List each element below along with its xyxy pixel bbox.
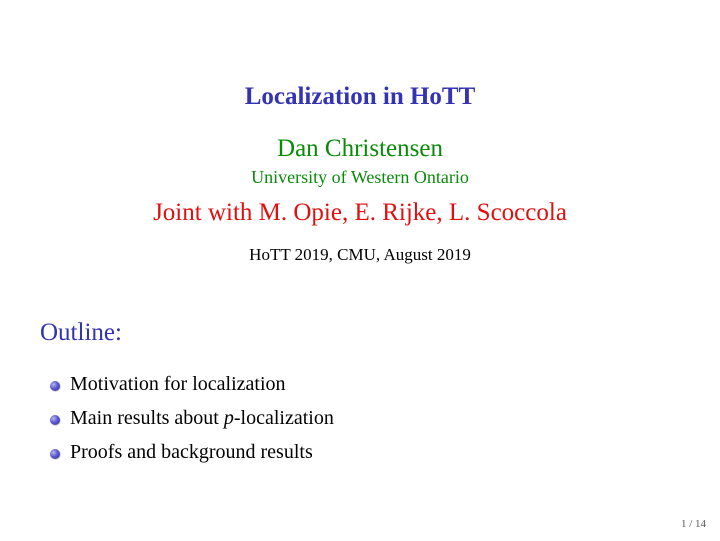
event-date: HoTT 2019, CMU, August 2019 bbox=[249, 245, 471, 264]
outline-item-text-pre: Main results about bbox=[70, 407, 224, 429]
outline-item-text-em: p bbox=[223, 407, 234, 429]
outline-item-motivation bbox=[46, 370, 334, 404]
outline-item-main-results bbox=[46, 404, 334, 438]
outline-item-text: Proofs and background results bbox=[70, 441, 313, 463]
author-name: Dan Christensen bbox=[277, 135, 443, 162]
coauthors-line: Joint with M. Opie, E. Rijke, L. Scoccola bbox=[153, 199, 567, 226]
author-institute: University of Western Ontario bbox=[251, 167, 469, 187]
outline-item-text: Motivation for localization bbox=[70, 373, 286, 395]
outline-list bbox=[46, 370, 334, 472]
slide-title: Localization in HoTT bbox=[244, 83, 476, 110]
outline-item-proofs bbox=[46, 438, 334, 472]
sphere-bullet-icon bbox=[50, 415, 60, 425]
sphere-bullet-icon bbox=[50, 381, 60, 391]
page-number: 1 / 14 bbox=[680, 518, 706, 530]
sphere-bullet-icon bbox=[50, 449, 60, 459]
outline-heading: Outline: bbox=[40, 319, 122, 346]
outline-item-text-post: -localization bbox=[233, 407, 334, 429]
